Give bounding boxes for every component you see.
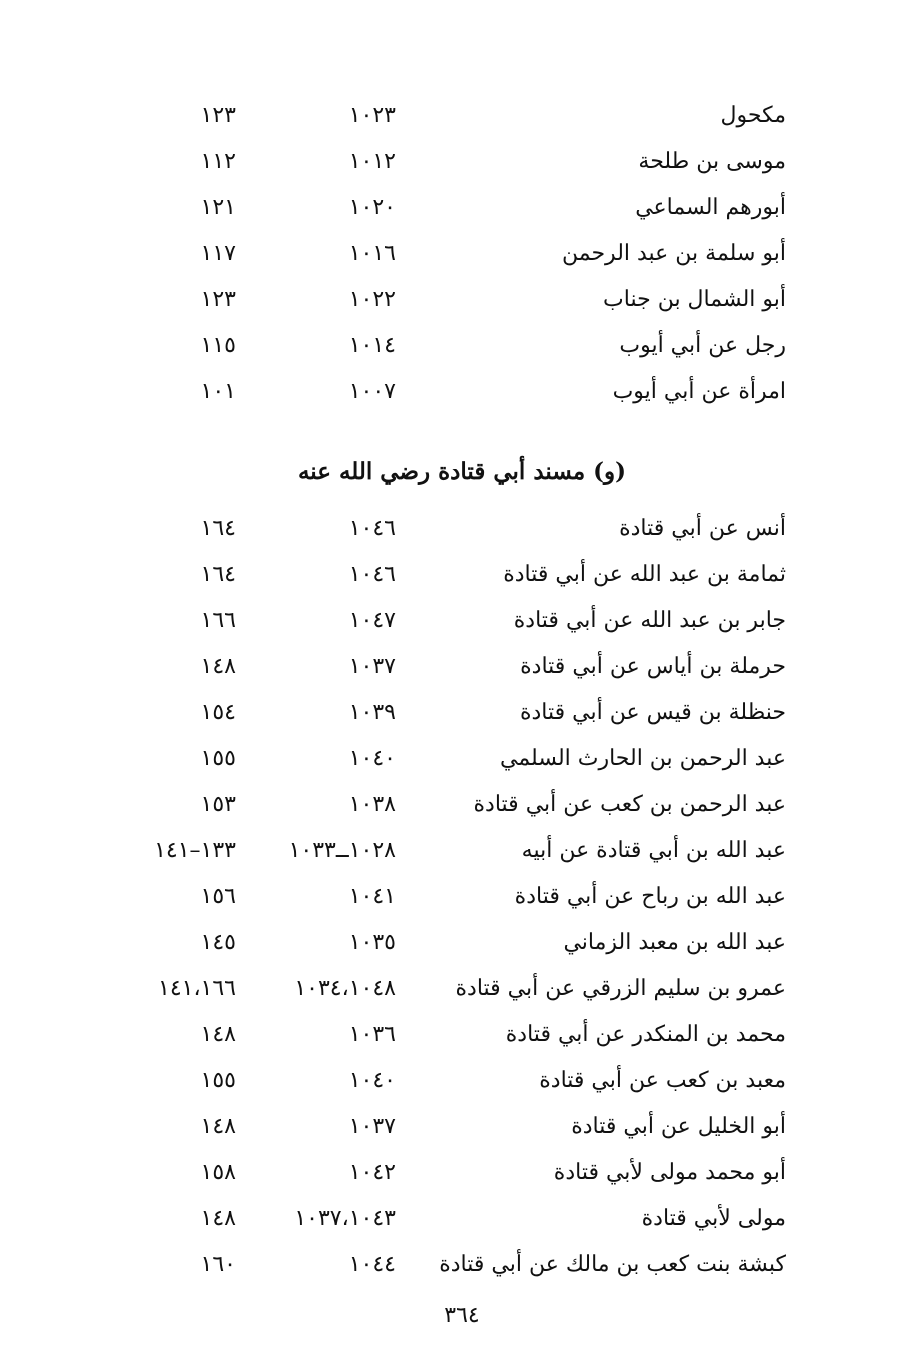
page-reference: ١٥٥ bbox=[200, 1068, 236, 1093]
index-row bbox=[0, 690, 924, 736]
hadith-number: ١٠٣٦ bbox=[348, 1022, 396, 1047]
hadith-number: ١٠٣٥ bbox=[348, 930, 396, 955]
page-reference: ١٦٠ bbox=[200, 1252, 236, 1277]
page-reference: ١٤٨ bbox=[200, 1206, 236, 1231]
page-reference: ١١٢ bbox=[200, 149, 236, 174]
hadith-number: ١٠٤٠ bbox=[348, 1068, 396, 1093]
hadith-number: ١٠٣٧ bbox=[348, 1114, 396, 1139]
hadith-number: ١٠٤٠ bbox=[348, 746, 396, 771]
narrator-name: ثمامة بن عبد الله عن أبي قتادة bbox=[503, 562, 786, 587]
section-heading: (و) مسند أبي قتادة رضي الله عنه bbox=[297, 458, 627, 485]
index-row bbox=[0, 966, 924, 1012]
page-reference: ١٠١ bbox=[200, 379, 236, 404]
hadith-number: ١٠٤٢ bbox=[348, 1160, 396, 1185]
hadith-number: ١٠٠٧ bbox=[348, 379, 396, 404]
page-reference: ١٤٨ bbox=[200, 1114, 236, 1139]
narrator-name: أبو سلمة بن عبد الرحمن bbox=[561, 241, 786, 266]
narrator-name: عمرو بن سليم الزرقي عن أبي قتادة bbox=[455, 976, 786, 1001]
narrator-name: جابر بن عبد الله عن أبي قتادة bbox=[513, 608, 786, 633]
page-reference: ١٦٤ bbox=[200, 516, 236, 541]
page-reference: ١٢١ bbox=[200, 195, 236, 220]
narrator-name: كبشة بنت كعب بن مالك عن أبي قتادة bbox=[439, 1252, 786, 1277]
index-row bbox=[0, 736, 924, 782]
index-row bbox=[0, 920, 924, 966]
narrator-name: حرملة بن أياس عن أبي قتادة bbox=[520, 654, 786, 679]
narrator-name: أبو الخليل عن أبي قتادة bbox=[571, 1114, 786, 1139]
index-row bbox=[0, 1196, 924, 1242]
index-row bbox=[0, 1150, 924, 1196]
hadith-number: ١٠٤٤ bbox=[348, 1252, 396, 1277]
page-reference: ١٤٨ bbox=[200, 1022, 236, 1047]
page-reference: ١٦٦ bbox=[200, 608, 236, 633]
page-reference: ١١٥ bbox=[200, 333, 236, 358]
page-reference: ١٥٨ bbox=[200, 1160, 236, 1185]
narrator-name: حنظلة بن قيس عن أبي قتادة bbox=[519, 700, 786, 725]
index-row bbox=[0, 185, 924, 231]
hadith-number: ١٠٢٨ــ١٠٣٣ bbox=[288, 838, 396, 863]
hadith-number: ١٠١٦ bbox=[348, 241, 396, 266]
index-row bbox=[0, 828, 924, 874]
hadith-number: ١٠٤١ bbox=[348, 884, 396, 909]
narrator-name: رجل عن أبي أيوب bbox=[619, 333, 786, 358]
narrator-name: أنس عن أبي قتادة bbox=[619, 516, 786, 541]
index-row bbox=[0, 1242, 924, 1288]
index-row bbox=[0, 874, 924, 920]
hadith-number: ١٠١٢ bbox=[348, 149, 396, 174]
hadith-number: ١٠٢٣ bbox=[348, 103, 396, 128]
index-row bbox=[0, 231, 924, 277]
narrator-name: عبد الله بن أبي قتادة عن أبيه bbox=[521, 838, 786, 863]
hadith-number: ١٠٣٩ bbox=[348, 700, 396, 725]
index-row bbox=[0, 139, 924, 185]
page-reference: ١٥٤ bbox=[200, 700, 236, 725]
page-reference: ١٢٣ bbox=[200, 287, 236, 312]
index-row bbox=[0, 1058, 924, 1104]
page-reference: ١١٧ bbox=[200, 241, 236, 266]
hadith-number: ١٠٤٦ bbox=[348, 516, 396, 541]
index-row bbox=[0, 506, 924, 552]
hadith-number: ١٠١٤ bbox=[348, 333, 396, 358]
index-list-abu-ayyub bbox=[0, 93, 924, 415]
hadith-number: ١٠٣٨ bbox=[348, 792, 396, 817]
narrator-name: أبورهم السماعي bbox=[635, 195, 786, 220]
page-reference: ١٣٣–١٤١ bbox=[154, 838, 236, 863]
page-reference: ١٤٨ bbox=[200, 654, 236, 679]
narrator-name: مكحول bbox=[720, 103, 786, 128]
hadith-number: ١٠٤٦ bbox=[348, 562, 396, 587]
hadith-number: ١٠٢٢ bbox=[348, 287, 396, 312]
hadith-number: ١٠٣٧ bbox=[348, 654, 396, 679]
narrator-name: موسى بن طلحة bbox=[638, 149, 786, 174]
page-reference: ١٥٦ bbox=[200, 884, 236, 909]
index-row bbox=[0, 644, 924, 690]
narrator-name: أبو الشمال بن جناب bbox=[603, 287, 786, 312]
index-row bbox=[0, 598, 924, 644]
hadith-number: ١٠٣٧،١٠٤٣ bbox=[294, 1206, 396, 1231]
index-row bbox=[0, 277, 924, 323]
index-row bbox=[0, 323, 924, 369]
hadith-number: ١٠٢٠ bbox=[348, 195, 396, 220]
index-row bbox=[0, 1104, 924, 1150]
narrator-name: امرأة عن أبي أيوب bbox=[612, 379, 786, 404]
index-row bbox=[0, 782, 924, 828]
page-reference: ١٥٥ bbox=[200, 746, 236, 771]
narrator-name: محمد بن المنكدر عن أبي قتادة bbox=[505, 1022, 786, 1047]
page-reference: ١٥٣ bbox=[200, 792, 236, 817]
index-row bbox=[0, 552, 924, 598]
page-number: ٣٦٤ bbox=[444, 1303, 480, 1328]
narrator-name: معبد بن كعب عن أبي قتادة bbox=[539, 1068, 786, 1093]
page-reference: ١٤٥ bbox=[200, 930, 236, 955]
narrator-name: مولى لأبي قتادة bbox=[641, 1206, 786, 1231]
index-row bbox=[0, 369, 924, 415]
page-reference: ١٤١،١٦٦ bbox=[158, 976, 236, 1001]
narrator-name: عبد الرحمن بن الحارث السلمي bbox=[499, 746, 786, 771]
page-reference: ١٢٣ bbox=[200, 103, 236, 128]
narrator-name: أبو محمد مولى لأبي قتادة bbox=[553, 1160, 786, 1185]
index-list-abu-qatada bbox=[0, 506, 924, 1288]
narrator-name: عبد الرحمن بن كعب عن أبي قتادة bbox=[473, 792, 786, 817]
page-reference: ١٦٤ bbox=[200, 562, 236, 587]
narrator-name: عبد الله بن رباح عن أبي قتادة bbox=[514, 884, 786, 909]
hadith-number: ١٠٣٤،١٠٤٨ bbox=[294, 976, 396, 1001]
index-row bbox=[0, 1012, 924, 1058]
narrator-name: عبد الله بن معبد الزماني bbox=[563, 930, 786, 955]
index-row bbox=[0, 93, 924, 139]
hadith-number: ١٠٤٧ bbox=[348, 608, 396, 633]
